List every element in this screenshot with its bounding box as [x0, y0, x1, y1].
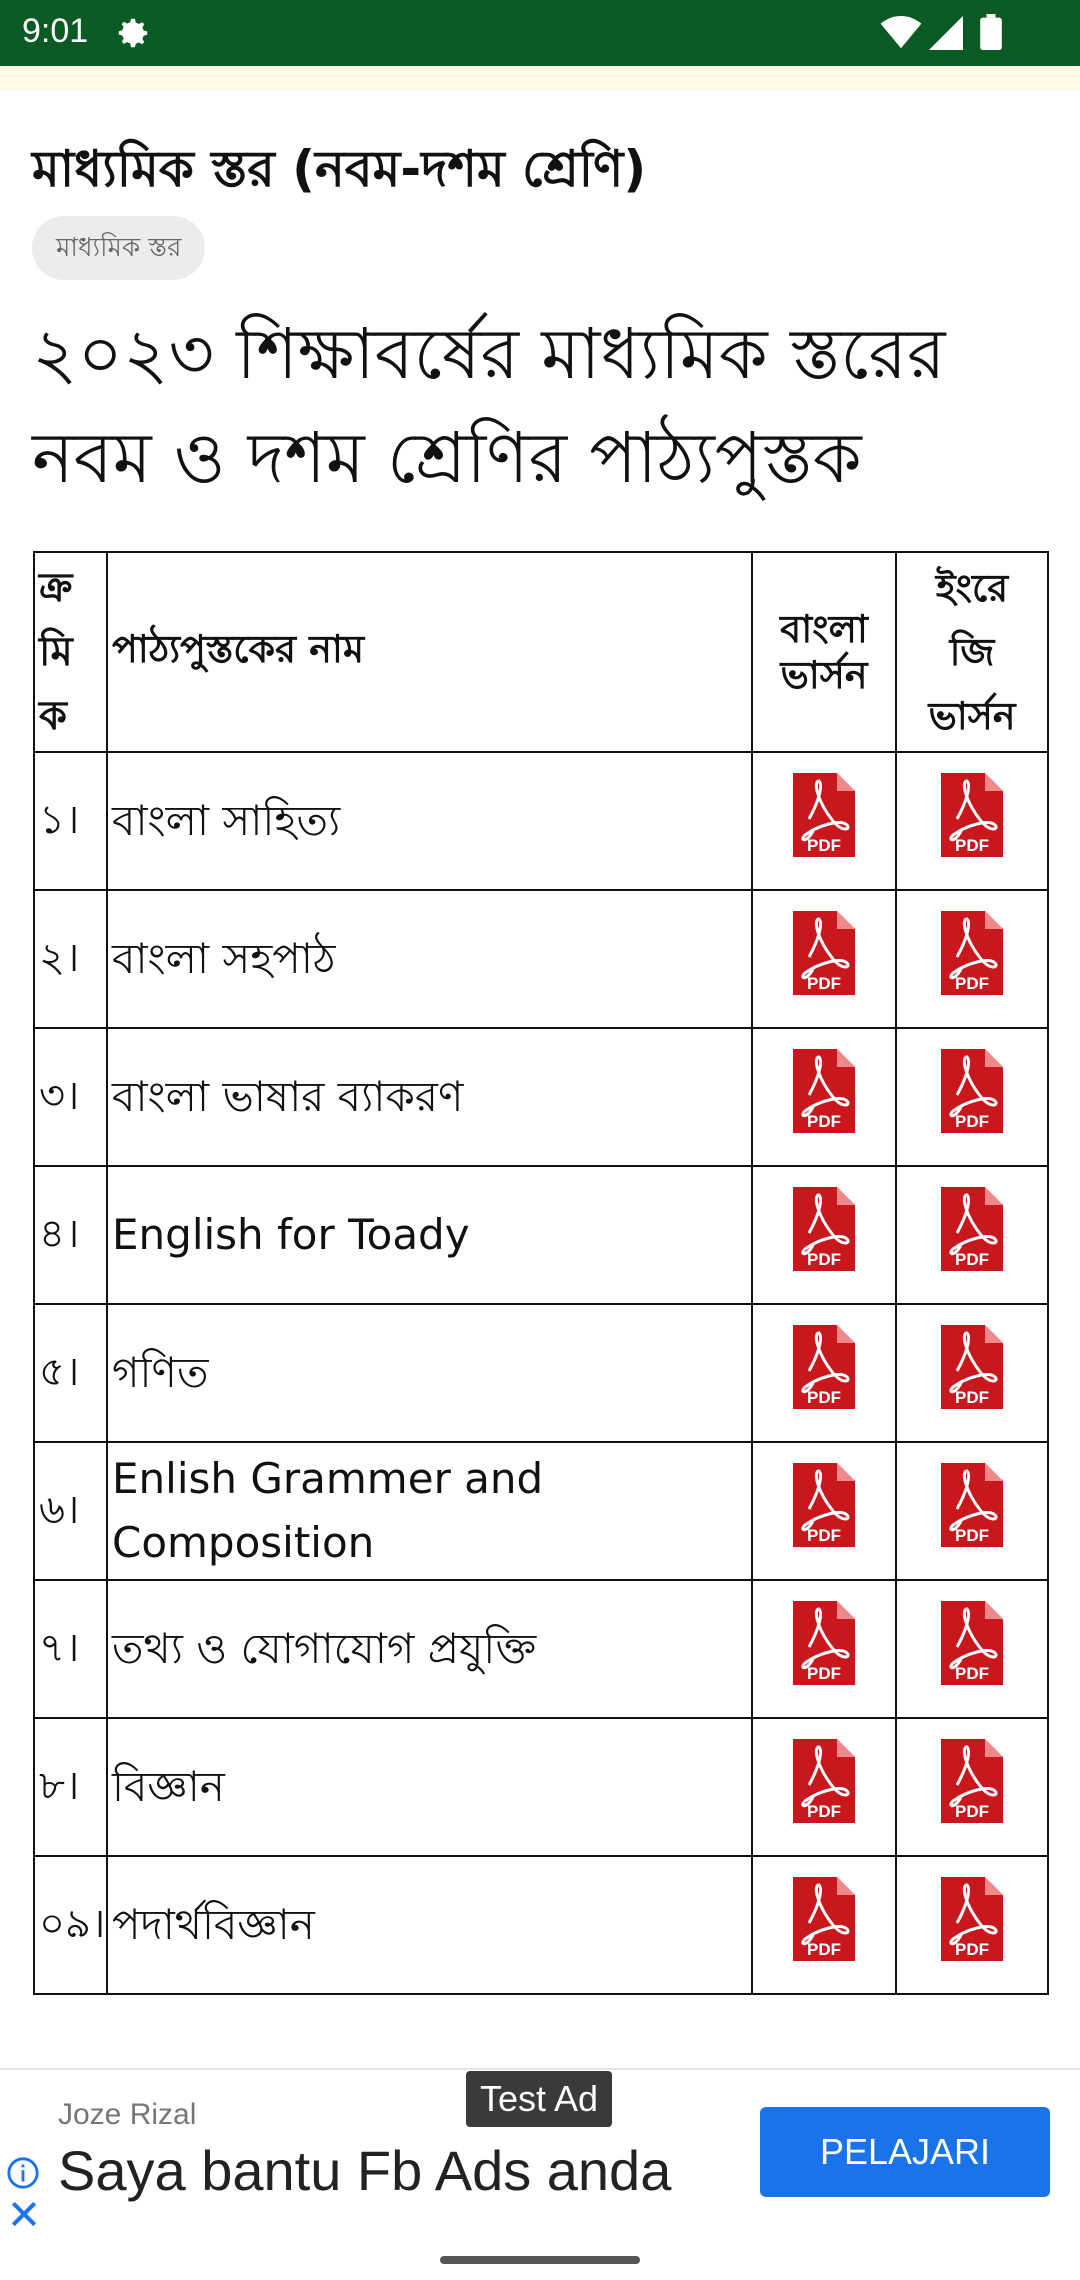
- header-serial-line: ক্র: [39, 565, 73, 611]
- row-serial: ২।: [34, 890, 107, 1028]
- pdf-icon[interactable]: [789, 1737, 859, 1827]
- row-book-name: গণিত: [107, 1304, 752, 1442]
- pdf-icon[interactable]: [937, 1737, 1007, 1827]
- bangla-pdf-cell: [752, 1304, 896, 1442]
- english-pdf-cell: [896, 890, 1048, 1028]
- svg-text:PDF: PDF: [955, 1112, 989, 1131]
- table-row: [34, 1304, 1048, 1442]
- status-time: 9:01: [22, 12, 89, 50]
- pdf-icon[interactable]: [937, 1047, 1007, 1137]
- svg-text:PDF: PDF: [955, 1940, 989, 1959]
- svg-text:PDF: PDF: [955, 1664, 989, 1683]
- table-row: [34, 1718, 1048, 1856]
- bangla-pdf-cell: [752, 1028, 896, 1166]
- row-serial: ৬।: [34, 1442, 107, 1580]
- svg-text:PDF: PDF: [807, 1940, 841, 1959]
- pdf-icon[interactable]: [789, 771, 859, 861]
- header-english-line: ভার্সন: [928, 694, 1016, 738]
- svg-text:PDF: PDF: [955, 836, 989, 855]
- header-book-name: পাঠ্যপুস্তকের নাম: [107, 552, 752, 752]
- table-header-row: [34, 552, 1048, 752]
- english-pdf-cell: [896, 1580, 1048, 1718]
- row-book-name: বাংলা সহপাঠ: [107, 890, 752, 1028]
- pdf-icon[interactable]: [789, 1599, 859, 1689]
- table-row: [34, 1580, 1048, 1718]
- bangla-pdf-cell: [752, 1442, 896, 1580]
- category-tag[interactable]: মাধ্যমিক স্তর: [32, 216, 205, 280]
- row-book-name: বিজ্ঞান: [107, 1718, 752, 1856]
- table-row: [34, 1856, 1048, 1994]
- row-book-name: বাংলা সাহিত্য: [107, 752, 752, 890]
- header-bangla-line: বাংলা: [780, 607, 868, 651]
- pdf-icon[interactable]: [937, 1599, 1007, 1689]
- table-row: [34, 752, 1048, 890]
- pdf-icon[interactable]: [937, 1875, 1007, 1965]
- row-serial: ৭।: [34, 1580, 107, 1718]
- section-title: মাধ্যমিক স্তর (নবম-দশম শ্রেণি): [32, 140, 647, 198]
- svg-text:PDF: PDF: [807, 1526, 841, 1545]
- svg-text:PDF: PDF: [807, 974, 841, 993]
- row-book-name: বাংলা ভাষার ব্যাকরণ: [107, 1028, 752, 1166]
- bangla-pdf-cell: [752, 1718, 896, 1856]
- svg-text:PDF: PDF: [955, 1388, 989, 1407]
- english-pdf-cell: [896, 1028, 1048, 1166]
- header-english-version: [896, 552, 1048, 752]
- row-book-name: পদার্থবিজ্ঞান: [107, 1856, 752, 1994]
- english-pdf-cell: [896, 1304, 1048, 1442]
- english-pdf-cell: [896, 1166, 1048, 1304]
- ad-advertiser[interactable]: Joze Rizal: [58, 2098, 197, 2131]
- svg-text:PDF: PDF: [955, 1250, 989, 1269]
- row-serial: ৩।: [34, 1028, 107, 1166]
- pdf-icon[interactable]: [937, 1461, 1007, 1551]
- header-bangla-version: [752, 552, 896, 752]
- english-pdf-cell: [896, 1442, 1048, 1580]
- signal-icon: [928, 16, 964, 50]
- svg-text:PDF: PDF: [955, 974, 989, 993]
- pdf-icon[interactable]: [789, 1323, 859, 1413]
- pdf-icon[interactable]: [789, 909, 859, 999]
- pdf-icon[interactable]: [789, 1047, 859, 1137]
- row-serial: ৪।: [34, 1166, 107, 1304]
- row-book-name: Enlish Grammer and Composition: [107, 1442, 752, 1580]
- row-serial: ১।: [34, 752, 107, 890]
- bangla-pdf-cell: [752, 890, 896, 1028]
- pdf-icon[interactable]: [789, 1875, 859, 1965]
- row-serial: ০৯।: [34, 1856, 107, 1994]
- pdf-icon[interactable]: [937, 909, 1007, 999]
- table-row: [34, 1028, 1048, 1166]
- test-ad-badge: Test Ad: [466, 2071, 612, 2127]
- bangla-pdf-cell: [752, 1856, 896, 1994]
- header-strip: [0, 66, 1080, 90]
- svg-text:PDF: PDF: [807, 1112, 841, 1131]
- gesture-nav-handle[interactable]: [440, 2256, 640, 2264]
- page-title: ২০২৩ শিক্ষাবর্ষের মাধ্যমিক স্তরের নবম ও দশম শ্রেণির পাঠ্যপুস্তক: [32, 313, 946, 499]
- info-icon[interactable]: [6, 2156, 40, 2190]
- svg-text:PDF: PDF: [807, 1664, 841, 1683]
- table-row: [34, 890, 1048, 1028]
- english-pdf-cell: [896, 1718, 1048, 1856]
- svg-text:PDF: PDF: [807, 836, 841, 855]
- bangla-pdf-cell: [752, 1166, 896, 1304]
- status-bar: [0, 0, 1080, 66]
- row-serial: ৫।: [34, 1304, 107, 1442]
- svg-text:PDF: PDF: [955, 1526, 989, 1545]
- row-book-name: English for Toady: [107, 1166, 752, 1304]
- svg-text:PDF: PDF: [955, 1802, 989, 1821]
- header-serial-line: ক: [39, 693, 67, 739]
- pdf-icon[interactable]: [937, 1185, 1007, 1275]
- row-serial: ৮।: [34, 1718, 107, 1856]
- gear-icon: [114, 14, 152, 52]
- bangla-pdf-cell: [752, 1580, 896, 1718]
- header-english-line: জি: [949, 630, 995, 674]
- english-pdf-cell: [896, 1856, 1048, 1994]
- pdf-icon[interactable]: [937, 1323, 1007, 1413]
- ad-headline[interactable]: Saya bantu Fb Ads anda: [58, 2139, 672, 2202]
- svg-text:PDF: PDF: [807, 1802, 841, 1821]
- ad-cta-button[interactable]: PELAJARI: [760, 2107, 1050, 2197]
- table-row: [34, 1166, 1048, 1304]
- textbook-table: [33, 551, 1049, 1995]
- svg-text:PDF: PDF: [807, 1388, 841, 1407]
- pdf-icon[interactable]: [789, 1461, 859, 1551]
- close-icon[interactable]: [8, 2198, 40, 2230]
- row-book-name: তথ্য ও যোগাযোগ প্রযুক্তি: [107, 1580, 752, 1718]
- wifi-icon: [880, 16, 922, 50]
- table-row: [34, 1442, 1048, 1580]
- header-serial-line: মি: [39, 629, 73, 675]
- battery-icon: [980, 14, 1002, 50]
- english-pdf-cell: [896, 752, 1048, 890]
- header-english-line: ইংরে: [935, 566, 1009, 610]
- bangla-pdf-cell: [752, 752, 896, 890]
- svg-text:PDF: PDF: [807, 1250, 841, 1269]
- pdf-icon[interactable]: [937, 771, 1007, 861]
- pdf-icon[interactable]: [789, 1185, 859, 1275]
- header-bangla-line: ভার্সন: [780, 653, 868, 697]
- header-serial: [34, 552, 107, 752]
